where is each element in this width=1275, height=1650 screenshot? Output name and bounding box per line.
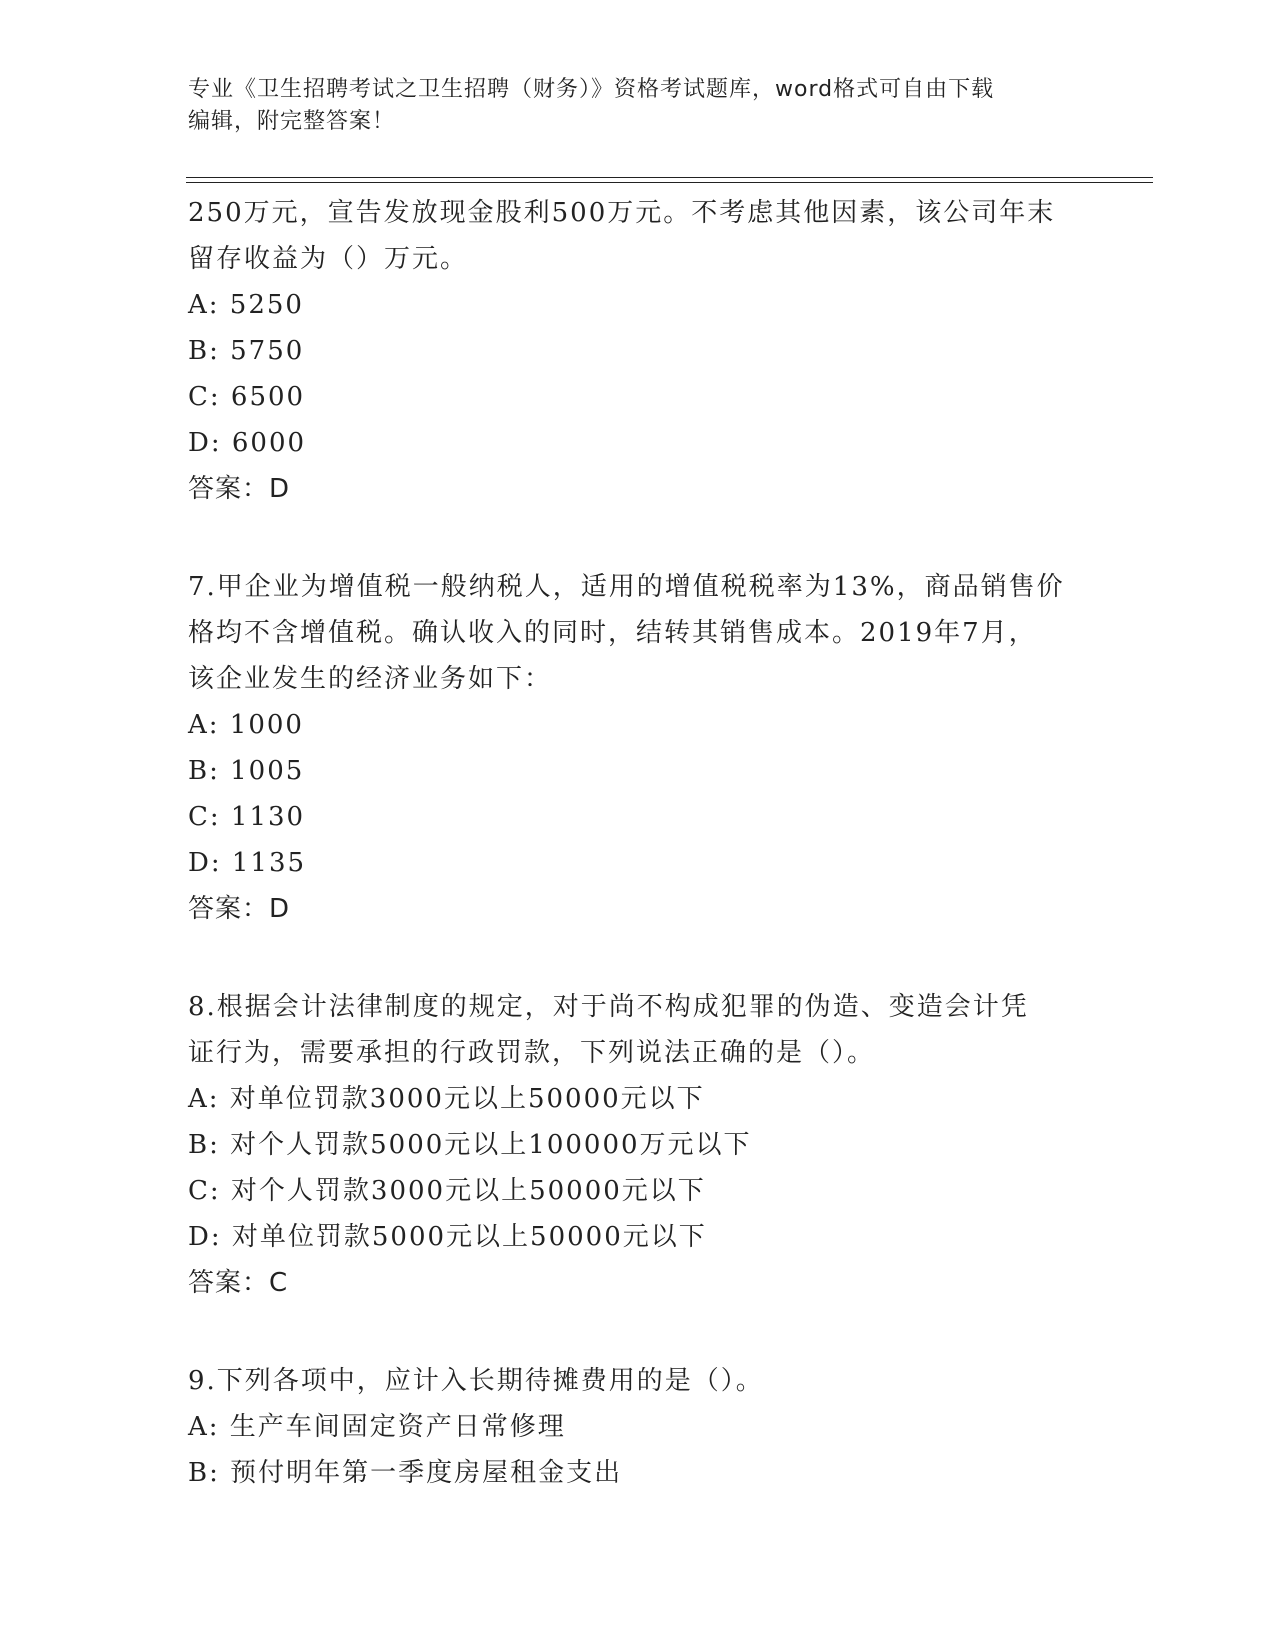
header-line-2: 编辑，附完整答案！: [188, 109, 396, 134]
question-text-line: 250万元，宣告发放现金股利500万元。不考虑其他因素，该公司年末: [188, 198, 1056, 228]
question-8: [188, 984, 1088, 1306]
document-header: [188, 74, 1088, 138]
header-divider-bottom: [186, 182, 1153, 183]
question-text-line: 8.根据会计法律制度的规定，对于尚不构成犯罪的伪造、变造会计凭: [188, 992, 1029, 1022]
option-d: D: 1135: [188, 848, 307, 878]
option-a: A: 生产车间固定资产日常修理: [188, 1412, 566, 1442]
header-line-1: 专业《卫生招聘考试之卫生招聘（财务）》资格考试题库，word格式可自由下载: [188, 77, 995, 102]
option-a: A: 1000: [188, 710, 304, 740]
question-text-line: 格均不含增值税。确认收入的同时，结转其销售成本。2019年7月，: [188, 618, 1037, 648]
question-text-line: 7.甲企业为增值税一般纳税人，适用的增值税税率为13%，商品销售价: [188, 572, 1065, 602]
question-6-continuation: [188, 190, 1088, 512]
option-b: B: 对个人罚款5000元以上100000万元以下: [188, 1130, 752, 1160]
option-c: C: 6500: [188, 382, 306, 412]
option-a: A: 5250: [188, 290, 304, 320]
answer-label: 答案：C: [188, 1268, 289, 1298]
question-text-line: 证行为，需要承担的行政罚款，下列说法正确的是（）。: [188, 1038, 876, 1068]
option-b: B: 预付明年第一季度房屋租金支出: [188, 1458, 623, 1488]
answer-label: 答案：D: [188, 894, 291, 924]
question-9: [188, 1358, 1088, 1496]
option-d: D: 6000: [188, 428, 307, 458]
option-c: C: 对个人罚款3000元以上50000元以下: [188, 1176, 706, 1206]
header-divider-top: [186, 177, 1153, 178]
question-content: [188, 190, 1088, 1496]
question-text-line: 该企业发生的经济业务如下：: [188, 664, 553, 694]
option-c: C: 1130: [188, 802, 306, 832]
question-text-line: 留存收益为（）万元。: [188, 244, 469, 274]
option-b: B: 1005: [188, 756, 305, 786]
option-d: D: 对单位罚款5000元以上50000元以下: [188, 1222, 707, 1252]
option-b: B: 5750: [188, 336, 305, 366]
question-7: [188, 564, 1088, 932]
option-a: A: 对单位罚款3000元以上50000元以下: [188, 1084, 705, 1114]
answer-label: 答案：D: [188, 474, 291, 504]
question-text-line: 9.下列各项中，应计入长期待摊费用的是（）。: [188, 1366, 764, 1396]
